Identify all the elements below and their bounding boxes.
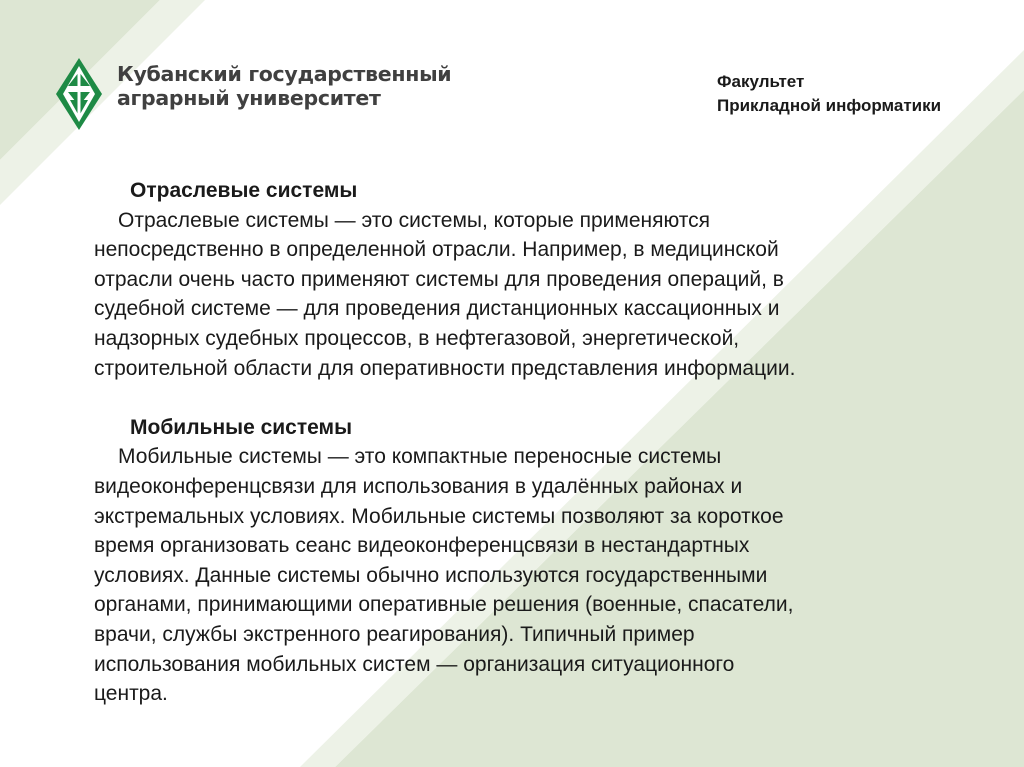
paragraph-line: судебной системе — для проведения дистанционных кассационных и [94,297,780,321]
paragraph-line: надзорных судебных процессов, в нефтегазовой, энергетической, [94,326,740,350]
paragraph-line: условиях. Данные системы обычно используются государственными [94,563,768,587]
paragraph-line: центра. [94,682,168,706]
paragraph-line: время организовать сеанс видеоконференцсвязи в нестандартных [94,534,750,558]
faculty-label [717,70,941,118]
paragraph-line: экстремальных условиях. Мобильные системы позволяют за короткое [94,504,784,528]
ksau-leaf-logo-icon [54,56,104,132]
section-heading: Мобильные системы [130,415,353,439]
paragraph-line: органами, принимающими оперативные решения (военные, спасатели, [94,593,794,617]
paragraph-line: Мобильные системы — это компактные переносные системы [118,445,722,469]
paragraph-line: строительной области для оперативности представления информации. [94,356,796,380]
section-industry-systems [94,176,974,383]
faculty-label-line-2: Прикладной информатики [717,96,942,115]
paragraph-line: непосредственно в определенной отрасли. Например, в медицинской [94,238,779,262]
paragraph-line: врачи, службы экстренного реагирования). Типичный пример [94,622,695,646]
paragraph-line: отрасли очень часто применяют системы для проведения операций, в [94,267,784,291]
university-name-line-2: аграрный университет [117,86,381,110]
section-heading: Отраслевые системы [130,179,358,202]
university-name-line-1: Кубанский государственный [117,62,452,86]
faculty-label-line-1: Факультет [717,72,805,91]
university-name [117,62,452,110]
paragraph-line: видеоконференцсвязи для использования в удалённых районах и [94,474,743,498]
section-mobile-systems [94,413,974,709]
paragraph-line: Отраслевые системы — это системы, которые применяются [118,208,711,232]
paragraph-line: использования мобильных систем — организация ситуационного [94,652,735,676]
slide-body [94,176,974,709]
